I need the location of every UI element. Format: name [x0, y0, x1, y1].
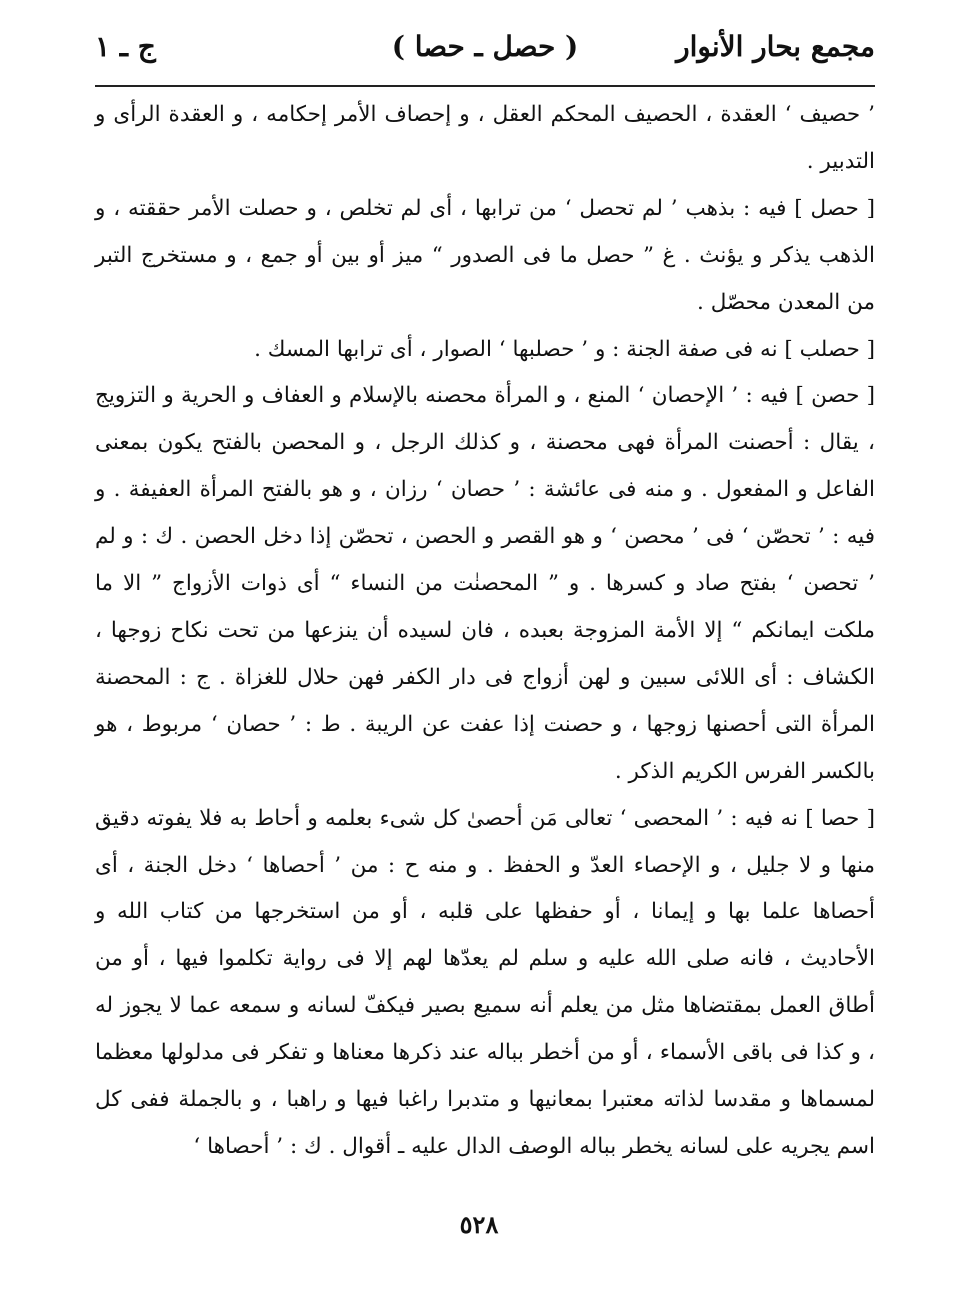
volume-number: ج ـ ١: [95, 30, 156, 63]
entry-hasalab: [ حصلب ] نه فى صفة الجنة : و ’ حصلبها ‘ الصوار ، أى ترابها المسك .: [254, 336, 875, 362]
entry-hasa: [ حصا ] نه فيه : ’ المحصى ‘ تعالى مَن أحصىٰ كل شىء بعلمه و أحاط به فلا يفوته دقيق منها و لا جليل ، و الإحصاء العدّ و الحفظ . و منه ح : من ’ أحصاها ‘ دخل الجنة ، أى أحصاها علما بها و إيمانا ، أو حفظها على قلبه ، أو من استخرجها من كتاب الله و الأحاديث ، فانه صلى الله عليه و سلم لم يعدّها لهم إلا فى رواية تكلموا فيها ، أو من أطاق العمل بمقتضاها مثل من يعلم أنه سميع بصير فيكفّ لسانه و سمعه عما لا يجوز له ، و كذا فى باقى الأسماء ، أو من أخطر بباله عند ذكرها معناها و تفكر فى مدلولها معظما لمسماها و مقدسا لذاته معتبرا بمعانيها و متدبرا راغبا فيها و راهبا ، و بالجملة ففى كل اسم يجريه على لسانه يخطر بباله الوصف الدال عليه ـ أقوال . ك : ’ أحصاها ‘: [95, 805, 875, 1159]
entry-hasif-continued: ’ حصيف ‘ العقدة ، الحصيف المحكم العقل ، و إحصاف الأمر إحكامه ، و العقدة الرأى و التدبير .: [95, 102, 875, 174]
header-divider: [95, 85, 875, 87]
book-title: مجمع بحار الأنوار: [676, 30, 875, 63]
entry-hasal: [ حصل ] فيه : بذهب ’ لم تحصل ‘ من ترابها ، أى لم تخلص ، و حصلت الأمر حققته ، و الذهب يذكر و يؤنث . غ ” حصل ما فى الصدور “ ميز أو بين أو جمع ، و مستخرج التبر من المعدن محصّل .: [95, 195, 875, 315]
entry-hasan: [ حصن ] فيه : ’ الإحصان ‘ المنع ، و المرأة محصنه بالإسلام و العفاف و الحرية و التزويج ، يقال : أحصنت المرأة فهى محصنة ، و كذلك الرجل ، و المحصن بالفتح يكون بمعنى الفاعل و المفعول . و منه فى عائشة : ’ حصان ‘ رزان ، و هو بالفتح المرأة العفيفة . و فيه : ’ تحصّن ‘ فى ’ محصن ‘ و هو القصر و الحصن ، تحصّن إذا دخل الحصن . ك : و لم ’ تحصن ‘ بفتح صاد و كسرها . و ” المحصنٰت من النساء “ أى ذوات الأزواج ” الا ما ملكت ايمانكم “ إلا الأمة المزوجة بعبده ، فان لسيده أن ينزعها من تحت نكاح زوجها ، الكشاف : أى اللائى سبين و لهن أزواج فى دار الكفر فهن حلال للغزاة . ج : المحصنة المرأة التى أحصنها زوجها ، و حصنت إذا عفت عن الريبة . ط : ’ حصان ‘ مربوط ، هو بالكسر الفرس الكريم الذكر .: [95, 383, 875, 784]
page-body: [95, 92, 875, 1171]
page-header: [95, 30, 875, 80]
entry-range: ( حصل ـ حصا ): [391, 30, 579, 63]
page-number: ٥٢٨: [459, 1210, 499, 1239]
